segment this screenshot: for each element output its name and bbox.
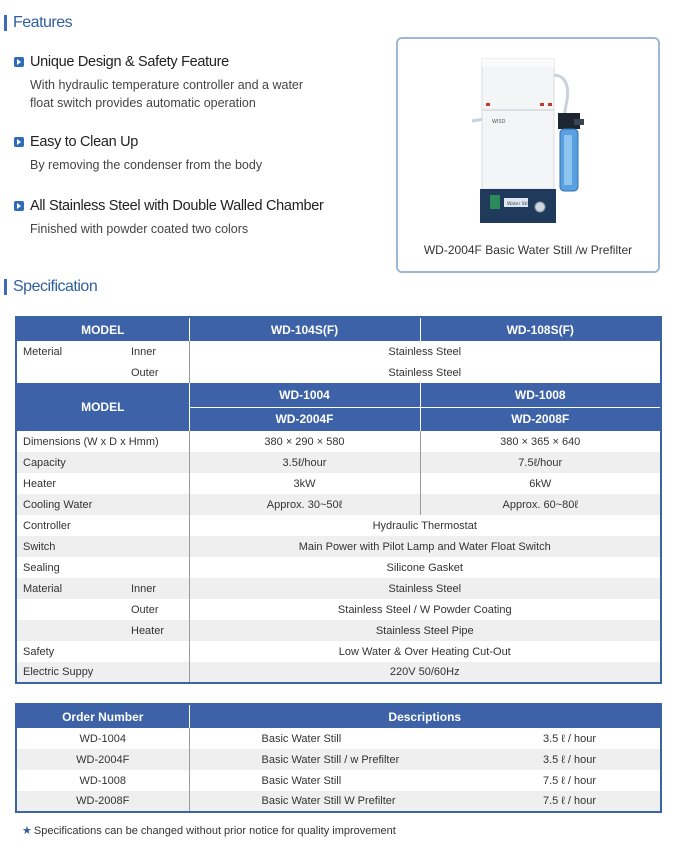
- row-label: Safety: [16, 641, 189, 662]
- product-caption: WD-2004F Basic Water Still /w Prefilter: [423, 243, 633, 257]
- model-header-cell: WD-2004F: [189, 407, 420, 431]
- table-row: [16, 557, 661, 578]
- row-sublabel: Outer: [131, 599, 189, 620]
- table-row: [16, 728, 661, 749]
- row-sublabel: Outer: [131, 362, 189, 383]
- row-value: Stainless Steel: [388, 366, 462, 379]
- row-value: 3kW: [189, 473, 420, 494]
- row-sublabel: Inner: [131, 578, 189, 599]
- order-rate: 3.5 ℓ / hour: [425, 749, 661, 770]
- row-label: Dimensions (W x D x Hmm): [16, 431, 189, 452]
- feature-heading: Unique Design & Safety Feature: [30, 54, 229, 70]
- order-number: WD-2008F: [16, 791, 189, 812]
- feature-desc: With hydraulic temperature controller and a water float switch provides automatic operation: [30, 78, 304, 110]
- water-still-image: [398, 39, 658, 229]
- specification-table: [15, 316, 662, 684]
- row-value: Hydraulic Thermostat: [372, 519, 477, 532]
- row-label: Sealing: [16, 557, 189, 578]
- row-sublabel: Inner: [131, 341, 189, 362]
- feature-desc: By removing the condenser from the body: [30, 158, 263, 172]
- row-value: Approx. 60~80ℓ: [420, 494, 661, 515]
- specification-title: [4, 278, 97, 296]
- product-image-box: [396, 37, 660, 273]
- arrow-bullet-icon: [14, 57, 24, 67]
- order-number: WD-1008: [16, 770, 189, 791]
- feature-item: [14, 54, 384, 112]
- model-header-cell: WD-108S(F): [420, 317, 661, 341]
- table-row: [16, 362, 661, 383]
- model-header-cell: WD-2008F: [420, 407, 661, 431]
- model-header: MODEL: [16, 383, 189, 431]
- table-row: [16, 578, 661, 599]
- table-row: [16, 536, 661, 557]
- table-row: [16, 431, 661, 452]
- row-label: Controller: [16, 515, 189, 536]
- feature-heading: All Stainless Steel with Double Walled Chamber: [30, 198, 324, 214]
- row-label: Material: [16, 578, 131, 599]
- model-header: MODEL: [16, 317, 189, 341]
- row-value: Stainless Steel: [388, 345, 462, 358]
- table-row: [16, 641, 661, 662]
- feature-desc: Finished with powder coated two colors: [30, 222, 249, 236]
- model-header-cell: WD-1008: [420, 383, 661, 407]
- table-row: [16, 662, 661, 683]
- table-row: [16, 620, 661, 641]
- panel-label-text: Water Still: [507, 202, 531, 207]
- row-label: Meterial: [23, 345, 63, 358]
- feature-heading: Easy to Clean Up: [30, 134, 139, 150]
- feature-item: [14, 134, 384, 174]
- table-row: [16, 770, 661, 791]
- footnote-text: Specifications can be changed without prior notice for quality improvement: [33, 825, 396, 837]
- row-label: Electric Suppy: [16, 662, 189, 683]
- row-value: 3.5ℓ/hour: [189, 452, 420, 473]
- row-label: Cooling Water: [16, 494, 189, 515]
- features-title-text: Features: [13, 14, 73, 31]
- row-value: Main Power with Pilot Lamp and Water Float Switch: [189, 536, 661, 557]
- title-bar: [4, 15, 7, 31]
- model-header-cell: WD-104S(F): [189, 317, 420, 341]
- row-value: Approx. 30~50ℓ: [189, 494, 420, 515]
- row-value: 7.5ℓ/hour: [420, 452, 661, 473]
- row-value: 380 × 365 × 640: [500, 435, 581, 448]
- row-value: Stainless Steel Pipe: [189, 620, 661, 641]
- order-table: [15, 703, 662, 813]
- model-header-cell: WD-1004: [189, 383, 420, 407]
- table-row: [16, 749, 661, 770]
- row-label: Heater: [16, 473, 189, 494]
- table-row: [16, 515, 661, 536]
- title-bar: [4, 279, 7, 295]
- row-sublabel: Heater: [131, 620, 189, 641]
- table-row: [16, 452, 661, 473]
- table-row: [16, 341, 661, 362]
- table-row: [16, 494, 661, 515]
- table-header-row: [16, 383, 661, 407]
- row-value: Stainless Steel / W Powder Coating: [337, 603, 512, 616]
- order-desc: Basic Water Still: [261, 732, 342, 745]
- order-rate: 7.5 ℓ / hour: [425, 791, 661, 812]
- features-title: [4, 14, 72, 32]
- arrow-bullet-icon: [14, 137, 24, 147]
- order-desc: Basic Water Still / w Prefilter: [189, 749, 425, 770]
- specification-title-text: Specification: [13, 278, 98, 295]
- table-header-row: [16, 317, 661, 341]
- row-value: Silicone Gasket: [386, 561, 463, 574]
- row-value: Low Water & Over Heating Cut-Out: [338, 645, 511, 658]
- order-number: WD-2004F: [16, 749, 189, 770]
- feature-item: [14, 198, 384, 238]
- row-value: 380 × 290 × 580: [189, 431, 420, 452]
- order-desc: Basic Water Still: [261, 774, 342, 787]
- order-rate: 3.5 ℓ / hour: [542, 732, 597, 745]
- order-rate: 7.5 ℓ / hour: [542, 774, 597, 787]
- table-row: [16, 599, 661, 620]
- table-row: [16, 791, 661, 812]
- row-label: Switch: [16, 536, 189, 557]
- row-label: Capacity: [16, 452, 189, 473]
- footnote: [22, 824, 396, 837]
- star-icon: ★: [22, 825, 32, 837]
- row-value: 6kW: [529, 477, 552, 490]
- table-row: [16, 473, 661, 494]
- row-value: 220V 50/60Hz: [189, 662, 661, 683]
- panel-brand-text: WISD: [492, 119, 506, 125]
- table-header-row: [16, 704, 661, 728]
- order-number: WD-1004: [16, 728, 189, 749]
- order-desc: Basic Water Still W Prefilter: [189, 791, 425, 812]
- descriptions-header: Descriptions: [189, 704, 661, 728]
- row-value: Stainless Steel: [189, 578, 661, 599]
- order-number-header: Order Number: [16, 704, 189, 728]
- arrow-bullet-icon: [14, 201, 24, 211]
